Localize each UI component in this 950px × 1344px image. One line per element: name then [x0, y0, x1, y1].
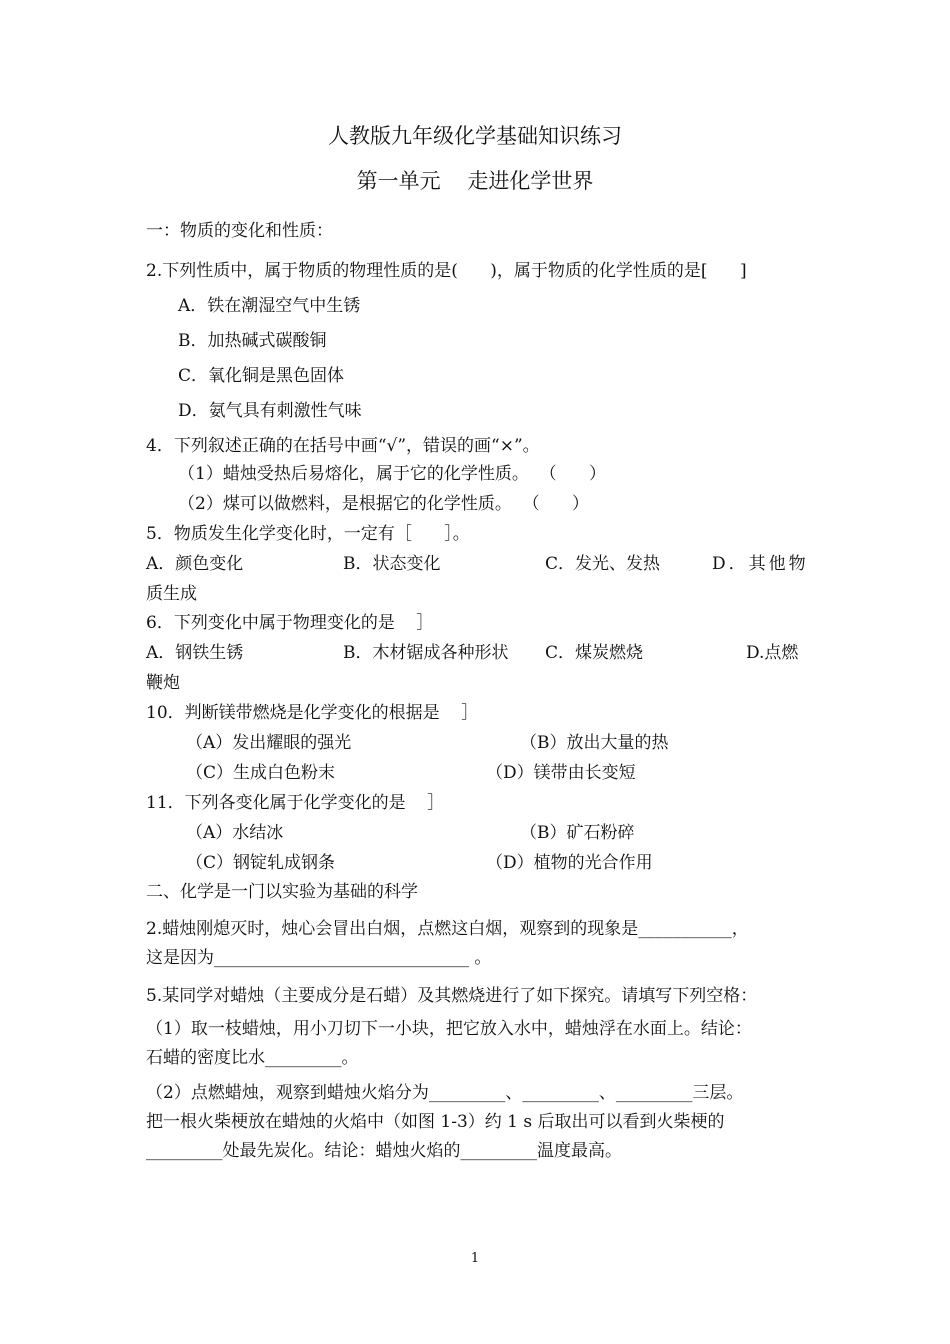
question-5-option-a: A．颜色变化 — [146, 554, 244, 574]
question-10-option-c: （C）生成白色粉末 — [186, 763, 336, 783]
question-2-stem: 2.下列性质中，属于物质的物理性质的是( )，属于物质的化学性质的是[ ] — [146, 261, 747, 281]
problem-5-part-1-line-1: （1）取一枝蜡烛，用小刀切下一小块，把它放入水中，蜡烛浮在水面上。结论： — [146, 1019, 752, 1039]
question-11-option-b: （B）矿石粉碎 — [520, 823, 635, 843]
question-11-option-a: （A）水结冰 — [186, 823, 284, 843]
problem-2-line-2: 这是因为______________________________ 。 — [146, 948, 492, 968]
question-6-option-c: C．煤炭燃烧 — [545, 643, 644, 663]
question-5-option-d-continued: 质生成 — [146, 584, 197, 604]
problem-5-intro: 5.某同学对蜡烛（主要成分是石蜡）及其燃烧进行了如下探究。请填写下列空格： — [146, 986, 758, 1006]
problem-5-part-2-line-2: 把一根火柴梗放在蜡烛的火焰中（如图 1-3）约 1 s 后取出可以看到火柴梗的 — [146, 1112, 725, 1132]
question-2-option-a: A．铁在潮湿空气中生锈 — [178, 296, 361, 316]
question-10-option-a: （A）发出耀眼的强光 — [186, 733, 352, 753]
problem-5-part-1-line-2: 石蜡的密度比水_________。 — [146, 1048, 359, 1068]
question-5-option-c: C．发光、发热 — [545, 554, 661, 574]
question-5-stem: 5．物质发生化学变化时，一定有［ ］。 — [146, 524, 470, 544]
question-4-stem: 4．下列叙述正确的在括号中画“√”，错误的画“×”。 — [146, 436, 540, 456]
question-11-stem: 11．下列各变化属于化学变化的是 ］ — [146, 793, 445, 813]
question-11-option-d: （D）植物的光合作用 — [486, 853, 653, 873]
question-6-option-b: B．木材锯成各种形状 — [343, 643, 509, 663]
question-10-option-b: （B）放出大量的热 — [520, 733, 669, 753]
question-2-option-d: D．氨气具有刺激性气味 — [178, 401, 362, 421]
question-5-option-d: D．其他物 — [712, 554, 809, 574]
question-2-option-c: C．氧化铜是黑色固体 — [178, 366, 345, 386]
question-4-statement-1: （1）蜡烛受热后易熔化，属于它的化学性质。 （ ） — [178, 464, 607, 484]
question-6-option-d-continued: 鞭炮 — [146, 673, 180, 693]
question-6-option-a: A．钢铁生锈 — [146, 643, 244, 663]
question-4-statement-2: （2）煤可以做燃料，是根据它的化学性质。 （ ） — [178, 494, 590, 514]
question-11-option-c: （C）钢锭轧成钢条 — [186, 853, 336, 873]
document-title: 人教版九年级化学基础知识练习 — [328, 124, 622, 148]
question-5-option-b: B．状态变化 — [343, 554, 441, 574]
section-heading-2: 二、化学是一门以实验为基础的科学 — [146, 882, 418, 902]
section-heading-1: 一：物质的变化和性质： — [146, 221, 333, 241]
question-6-option-d: D.点燃 — [746, 643, 799, 663]
question-10-option-d: （D）镁带由长变短 — [486, 763, 636, 783]
question-10-stem: 10．判断镁带燃烧是化学变化的根据是 ］ — [146, 703, 479, 723]
unit-title: 第一单元 走进化学世界 — [356, 169, 594, 193]
problem-5-part-2-line-3: _________处最先炭化。结论：蜡烛火焰的_________温度最高。 — [146, 1141, 622, 1161]
page-number: 1 — [470, 1251, 480, 1266]
question-6-stem: 6．下列变化中属于物理变化的是 ］ — [146, 613, 434, 633]
problem-5-part-2-line-1: （2）点燃蜡烛，观察到蜡烛火焰分为_________、_________、_________三层。 — [146, 1083, 744, 1103]
problem-2-line-1: 2.蜡烛刚熄灭时，烛心会冒出白烟，点燃这白烟，观察到的现象是___________， — [146, 919, 749, 939]
question-2-option-b: B．加热碱式碳酸铜 — [178, 331, 327, 351]
